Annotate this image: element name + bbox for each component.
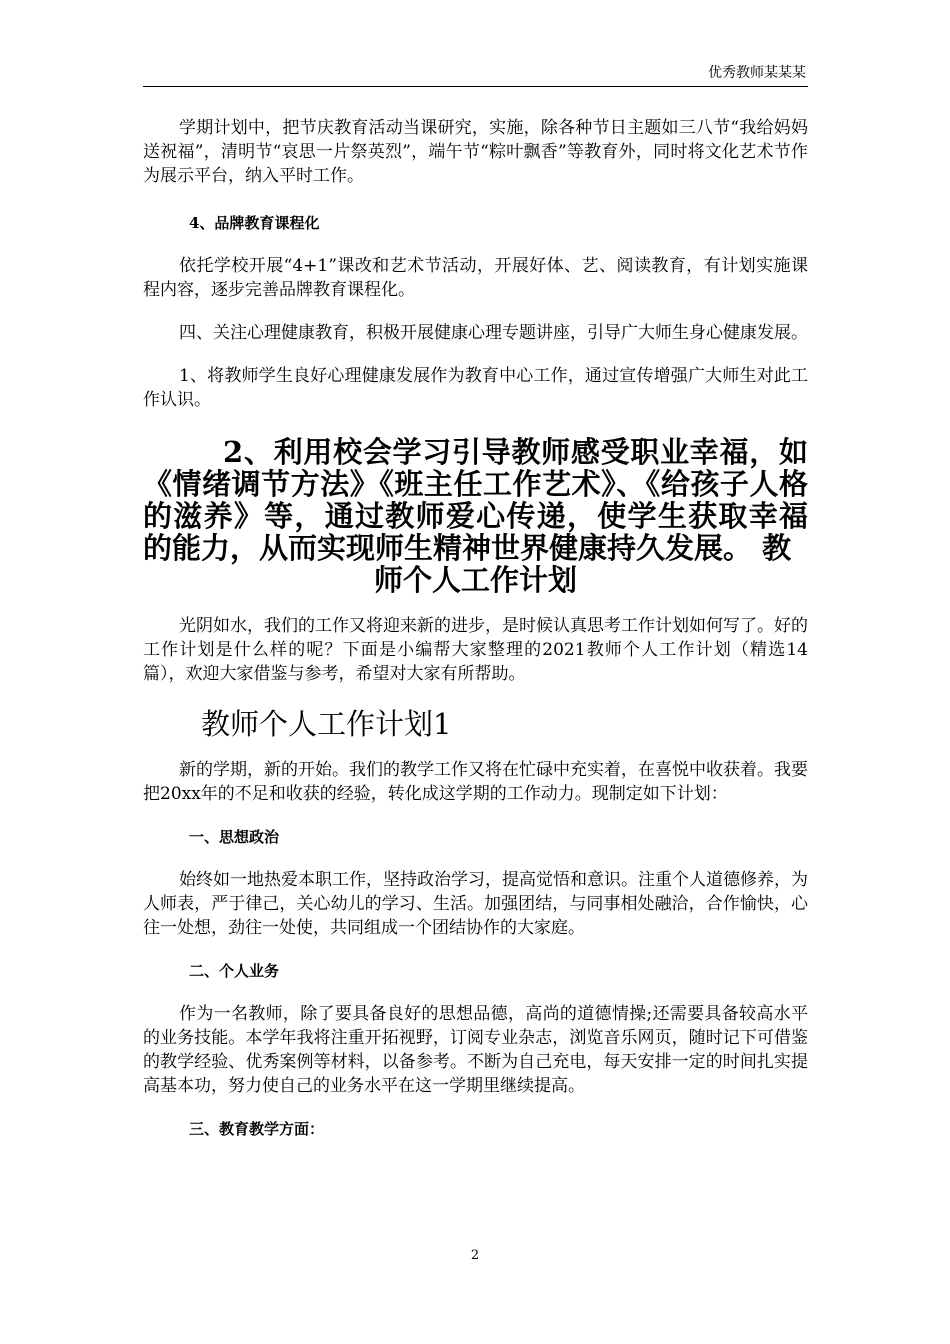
running-header: 优秀教师某某某 bbox=[708, 65, 806, 81]
large-bold-text: 2、利用校会学习引导教师感受职业幸福，如《情绪调节方法》《班主任工作艺术》、《给孩子人格的滋养》等，通过教师爱心传递，使学生获取幸福的能力，从而实现师生精神世界健康持久发展。 教 bbox=[143, 435, 808, 565]
heading-teaching: 三、教育教学方面： bbox=[189, 1120, 325, 1138]
paragraph-ideology: 始终如一地热爱本职工作，坚持政治学习，提高觉悟和意识。注重个人道德修养，为人师表，严于律己，关心幼儿的学习、生活。加强团结，与同事相处融洽，合作愉快，心往一处想，劲往一处使，共同组成一个团结协作的大家庭。 bbox=[143, 870, 808, 938]
page-number: 2 bbox=[470, 1248, 480, 1263]
paragraph-new-semester: 新的学期，新的开始。我们的教学工作又将在忙碌中充实着，在喜悦中收获着。我要把20xx年的不足和收获的经验，转化成这学期的工作动力。现制定如下计划： bbox=[143, 760, 808, 804]
heading-personal-business: 二、个人业务 bbox=[189, 962, 280, 980]
paragraph-large-bold bbox=[143, 436, 808, 596]
large-bold-title-tail: 师个人工作计划 bbox=[373, 563, 577, 597]
heading-ideology: 一、思想政治 bbox=[189, 828, 280, 846]
paragraph-intro: 光阴如水，我们的工作又将迎来新的进步，是时候认真思考工作计划如何写了。好的工作计划是什么样的呢？下面是小编帮大家整理的2021教师个人工作计划（精选14篇），欢迎大家借鉴与参考，希望对大家有所帮助。 bbox=[143, 616, 808, 684]
paragraph-personal-business: 作为一名教师，除了要具备良好的思想品德，高尚的道德情操;还需要具备较高水平的业务技能。本学年我将注重开拓视野，订阅专业杂志，浏览音乐网页，随时记下可借鉴的教学经验、优秀案例等材料，以备参考。不断为自己充电，每天安排一定的时间扎实提高基本功，努力使自己的业务水平在这一学期里继续提高。 bbox=[143, 1004, 808, 1096]
heading-brand-curriculum: 4、品牌教育课程化 bbox=[189, 214, 320, 232]
page-body bbox=[143, 116, 808, 1140]
paragraph-brand-curriculum: 依托学校开展“4+1”课改和艺术节活动，开展好体、艺、阅读教育，有计划实施课程内容，逐步完善品牌教育课程化。 bbox=[143, 256, 808, 300]
paragraph-mental-health: 四、关注心理健康教育，积极开展健康心理专题讲座，引导广大师生身心健康发展。 bbox=[179, 323, 808, 343]
paragraph-mental-health-item-1: 1、将教师学生良好心理健康发展作为教育中心工作，通过宣传增强广大师生对此工作认识。 bbox=[143, 366, 808, 410]
header-divider bbox=[143, 86, 808, 87]
paragraph-festival-education: 学期计划中，把节庆教育活动当课研究，实施，除各种节日主题如三八节“我给妈妈送祝福”，清明节“哀思一片祭英烈”，端午节“粽叶飘香”等教育外，同时将文化艺术节作为展示平台，纳入平时工作。 bbox=[143, 118, 808, 186]
section-title-plan-1: 教师个人工作计划1 bbox=[201, 707, 452, 741]
